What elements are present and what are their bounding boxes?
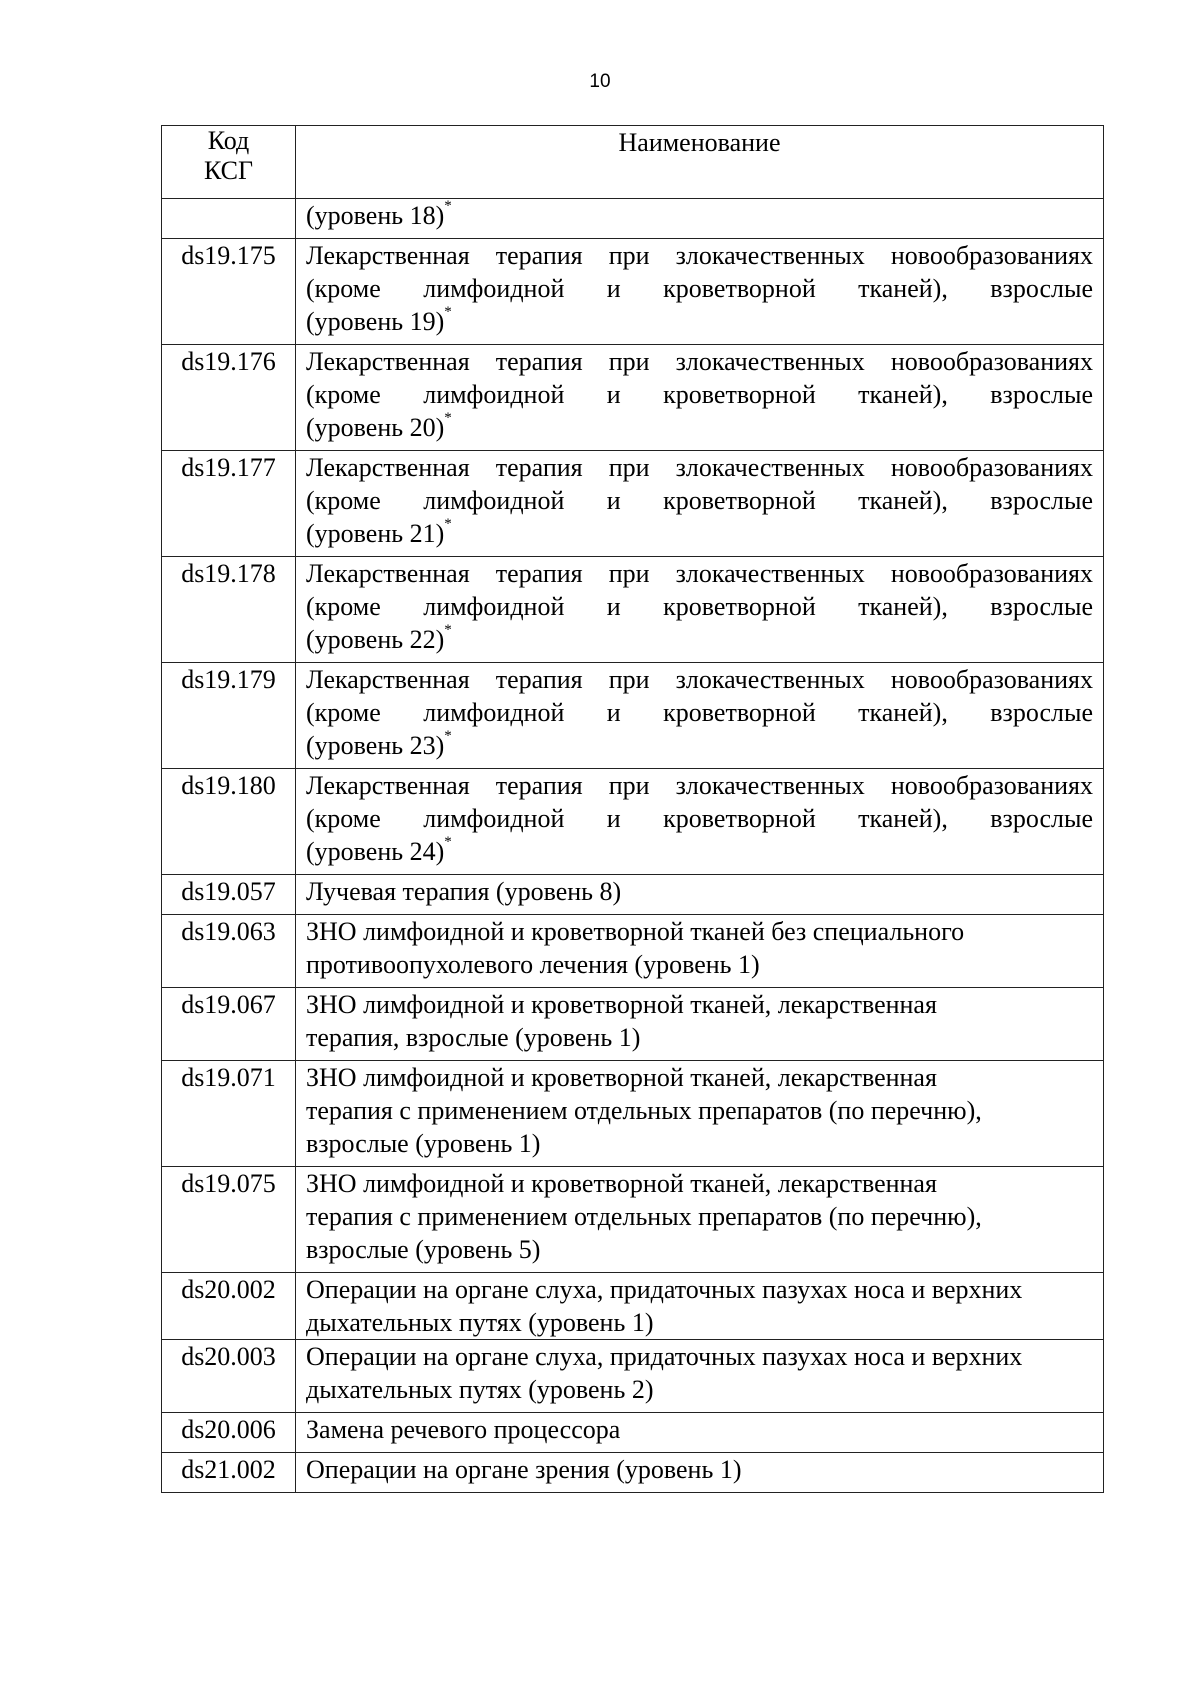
row-name-line: ЗНО лимфоидной и кроветворной тканей без специального <box>306 917 965 946</box>
table-row <box>162 345 1104 451</box>
row-code: ds21.002 <box>162 1453 296 1493</box>
row-name-line: Операции на органе слуха, придаточных пазухах носа и верхних <box>306 1342 1023 1371</box>
row-name-line: (уровень 24) <box>306 837 445 866</box>
row-name-line: (уровень 23) <box>306 731 445 760</box>
row-name-line: Лекарственная терапия при злокачественных новообразованиях <box>306 665 1093 694</box>
row-name-line: (кроме лимфоидной и кроветворной тканей), взрослые <box>306 592 1093 621</box>
page-number: 10 <box>589 71 611 92</box>
table-row <box>162 988 1104 1061</box>
row-name <box>296 451 1104 557</box>
row-code <box>162 199 296 239</box>
row-name-line: дыхательных путях (уровень 2) <box>306 1375 654 1404</box>
table-header-row <box>162 126 1104 199</box>
row-name-line: ЗНО лимфоидной и кроветворной тканей, лекарственная <box>306 1169 937 1198</box>
row-name <box>296 1453 1104 1493</box>
row-code: ds19.071 <box>162 1061 296 1167</box>
row-code: ds19.175 <box>162 239 296 345</box>
row-name <box>296 199 1104 239</box>
row-name-line: Лекарственная терапия при злокачественных новообразованиях <box>306 241 1093 270</box>
row-name-line: Операции на органе зрения (уровень 1) <box>306 1455 742 1484</box>
row-name-line: (кроме лимфоидной и кроветворной тканей), взрослые <box>306 698 1093 727</box>
row-code: ds19.067 <box>162 988 296 1061</box>
row-name-line: ЗНО лимфоидной и кроветворной тканей, лекарственная <box>306 1063 937 1092</box>
row-name-line: (уровень 19) <box>306 307 445 336</box>
row-name <box>296 769 1104 875</box>
row-name-line: (кроме лимфоидной и кроветворной тканей), взрослые <box>306 274 1093 303</box>
row-code: ds20.002 <box>162 1273 296 1340</box>
row-code: ds19.176 <box>162 345 296 451</box>
row-name <box>296 1273 1104 1340</box>
row-code: ds20.003 <box>162 1340 296 1413</box>
row-name-line: терапия с применением отдельных препаратов (по перечню), <box>306 1096 982 1125</box>
row-name-line: (уровень 22) <box>306 625 445 654</box>
row-name-line: Лекарственная терапия при злокачественных новообразованиях <box>306 771 1093 800</box>
row-name <box>296 345 1104 451</box>
row-code: ds19.179 <box>162 663 296 769</box>
row-code: ds19.178 <box>162 557 296 663</box>
row-name <box>296 1167 1104 1273</box>
footnote-marker: * <box>444 516 452 533</box>
table-row <box>162 239 1104 345</box>
table-row <box>162 1273 1104 1340</box>
row-code: ds19.075 <box>162 1167 296 1273</box>
row-name <box>296 1340 1104 1413</box>
row-name-line: (кроме лимфоидной и кроветворной тканей), взрослые <box>306 804 1093 833</box>
table-row <box>162 1340 1104 1413</box>
row-name <box>296 1413 1104 1453</box>
row-name-line: (кроме лимфоидной и кроветворной тканей), взрослые <box>306 486 1093 515</box>
row-name-line: Лекарственная терапия при злокачественных новообразованиях <box>306 453 1093 482</box>
row-name-line: ЗНО лимфоидной и кроветворной тканей, лекарственная <box>306 990 937 1019</box>
row-name-line: Лучевая терапия (уровень 8) <box>306 877 622 906</box>
row-name-line: терапия, взрослые (уровень 1) <box>306 1023 641 1052</box>
table-row <box>162 915 1104 988</box>
row-name-line: взрослые (уровень 5) <box>306 1235 541 1264</box>
row-name <box>296 239 1104 345</box>
row-name <box>296 557 1104 663</box>
ksg-table <box>161 125 1104 1493</box>
row-name <box>296 663 1104 769</box>
column-header-name: Наименование <box>296 126 1104 199</box>
footnote-marker: * <box>444 410 452 427</box>
row-code: ds19.177 <box>162 451 296 557</box>
row-name-line: Замена речевого процессора <box>306 1415 621 1444</box>
footnote-marker: * <box>444 622 452 639</box>
row-name <box>296 988 1104 1061</box>
row-name-line: дыхательных путях (уровень 1) <box>306 1308 654 1337</box>
row-name-line: (уровень 18) <box>306 201 445 230</box>
table-row <box>162 1453 1104 1493</box>
table-row <box>162 1413 1104 1453</box>
table-row <box>162 1061 1104 1167</box>
footnote-marker: * <box>444 304 452 321</box>
footnote-marker: * <box>444 834 452 851</box>
row-code: ds19.057 <box>162 875 296 915</box>
row-code: ds20.006 <box>162 1413 296 1453</box>
column-header-code <box>162 126 296 199</box>
table-row <box>162 451 1104 557</box>
column-header-code-line2: КСГ <box>203 156 254 185</box>
row-name-line: терапия с применением отдельных препаратов (по перечню), <box>306 1202 982 1231</box>
footnote-marker: * <box>444 198 452 215</box>
row-name-line: Лекарственная терапия при злокачественных новообразованиях <box>306 559 1093 588</box>
table-row-continuation <box>162 199 1104 239</box>
row-name <box>296 1061 1104 1167</box>
table-row <box>162 769 1104 875</box>
row-name-line: (уровень 21) <box>306 519 445 548</box>
table-row <box>162 875 1104 915</box>
row-name-line: Операции на органе слуха, придаточных пазухах носа и верхних <box>306 1275 1023 1304</box>
row-name <box>296 915 1104 988</box>
row-code: ds19.180 <box>162 769 296 875</box>
footnote-marker: * <box>444 728 452 745</box>
row-name-line: противоопухолевого лечения (уровень 1) <box>306 950 760 979</box>
table-row <box>162 663 1104 769</box>
table-row <box>162 557 1104 663</box>
row-code: ds19.063 <box>162 915 296 988</box>
row-name-line: (уровень 20) <box>306 413 445 442</box>
row-name-line: Лекарственная терапия при злокачественных новообразованиях <box>306 347 1093 376</box>
row-name-line: взрослые (уровень 1) <box>306 1129 541 1158</box>
row-name-line: (кроме лимфоидной и кроветворной тканей), взрослые <box>306 380 1093 409</box>
column-header-code-line1: Код <box>207 126 250 155</box>
table-row <box>162 1167 1104 1273</box>
row-name <box>296 875 1104 915</box>
